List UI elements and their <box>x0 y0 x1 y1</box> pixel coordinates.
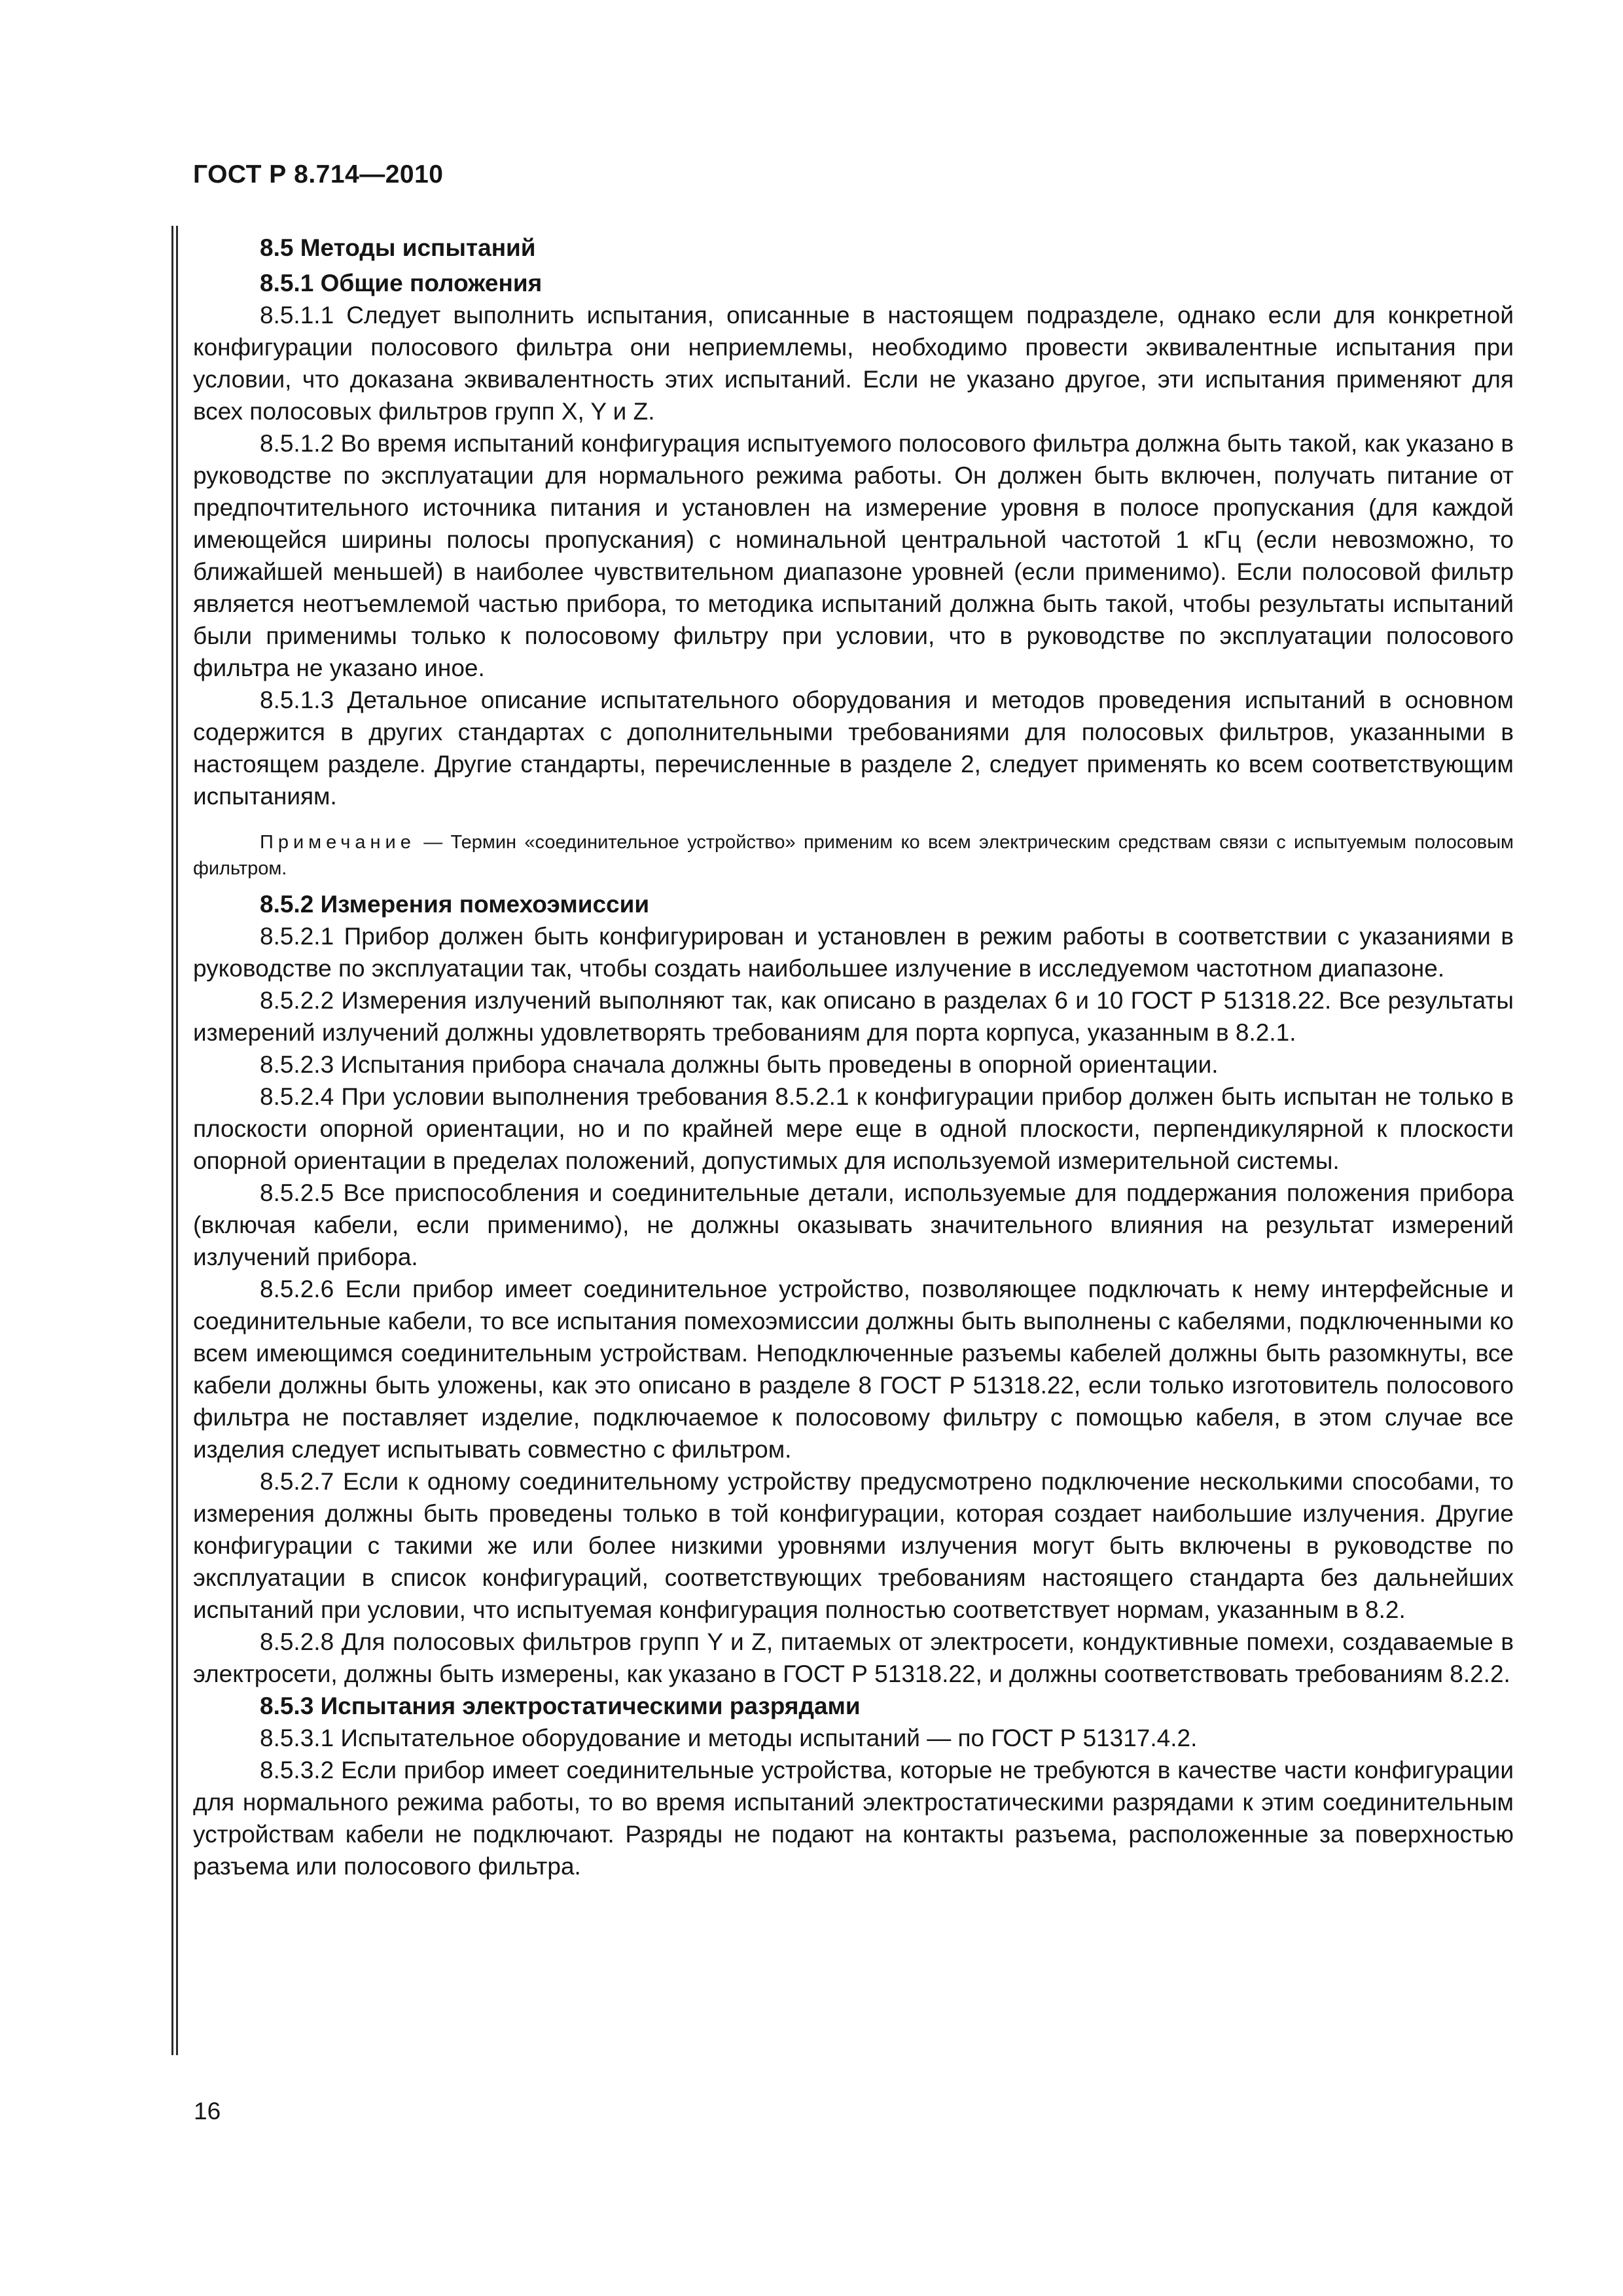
subsection-heading: 8.5.2 Измерения помехоэмиссии <box>260 891 650 918</box>
paragraph: 8.5.2.1 Прибор должен быть конфигурирован и установлен в режим работы в соответствии с указаниями в руководстве по эксплуатации так, чтобы создать наибольшее излучение в исследуемом частотном диапазоне. <box>193 923 1514 982</box>
page-number: 16 <box>194 2098 221 2125</box>
paragraph: 8.5.3.1 Испытательное оборудование и методы испытаний — по ГОСТ Р 51317.4.2. <box>260 1725 1198 1751</box>
document-body <box>193 230 1514 1882</box>
paragraph: 8.5.2.8 Для полосовых фильтров групп Y и Z, питаемых от электросети, кондуктивные помехи, создаваемые в электросети, должны быть измерены, как указано в ГОСТ Р 51318.22, и должны соответствовать требованиям 8.2.2. <box>193 1628 1514 1687</box>
paragraph: 8.5.2.2 Измерения излучений выполняют так, как описано в разделах 6 и 10 ГОСТ Р 51318.22. Все результаты измерений излучений должны удовлетворять требованиям для порта корпуса, указанным в 8.2.1. <box>193 987 1514 1046</box>
note-label: Примечание <box>260 832 416 853</box>
paragraph: 8.5.1.3 Детальное описание испытательного оборудования и методов проведения испытаний в основном содержится в других стандартах с дополнительными требованиями для полосовых фильтров, указанными в настоящем разделе. Другие стандарты, перечисленные в разделе 2, следует применять ко всем соответствующим испытаниям. <box>193 687 1514 810</box>
note <box>193 829 1514 882</box>
paragraph: 8.5.2.4 При условии выполнения требования 8.5.2.1 к конфигурации прибор должен быть испытан не только в плоскости опорной ориентации, но и по крайней мере еще в одной плоскости, перпендикулярной к плоскости опорной ориентации в пределах положений, допустимых для используемой измерительной системы. <box>193 1083 1514 1174</box>
subsection-heading: 8.5.1 Общие положения <box>260 270 543 296</box>
paragraph: 8.5.1.1 Следует выполнить испытания, описанные в настоящем подразделе, однако если для конкретной конфигурации полосового фильтра они неприемлемы, необходимо провести эквивалентные испытания при условии, что доказана эквивалентность этих испытаний. Если не указано другое, эти испытания применяют для всех полосовых фильтров групп X, Y и Z. <box>193 302 1514 425</box>
paragraph: 8.5.2.6 Если прибор имеет соединительное устройство, позволяющее подключать к нему интерфейсные и соединительные кабели, то все испытания помехоэмиссии должны быть выполнены с кабелями, подключенными ко всем имеющимся соединительным устройствам. Неподключенные разъемы кабелей должны быть разомкнуты, все кабели должны быть уложены, как это описано в разделе 8 ГОСТ Р 51318.22, если только изготовитель полосового фильтра не поставляет изделие, подключаемое к полосовому фильтру с помощью кабеля, в этом случае все изделия следует испытывать совместно с фильтром. <box>193 1276 1514 1463</box>
note-text: — Термин «соединительное устройство» применим ко всем электрическим средствам связи с испытуемым полосовым фильтром. <box>193 832 1514 879</box>
paragraph: 8.5.2.5 Все приспособления и соединительные детали, используемые для поддержания положения прибора (включая кабели, если применимо), не должны оказывать значительного влияния на результат измерений излучений прибора. <box>193 1179 1514 1270</box>
subsection-heading: 8.5.3 Испытания электростатическими разрядами <box>260 1693 861 1719</box>
paragraph: 8.5.2.7 Если к одному соединительному устройству предусмотрено подключение несколькими способами, то измерения должны быть проведены только в той конфигурации, которая создает наибольшие излучения. Другие конфигурации с такими же или более низкими уровнями излучения могут быть включены в руководстве по эксплуатации в список конфигураций, соответствующих требованиям настоящего стандарта без дальнейших испытаний при условии, что испытуемая конфигурация полностью соответствует нормам, указанным в 8.2. <box>193 1468 1514 1623</box>
document-header: ГОСТ Р 8.714—2010 <box>193 160 444 188</box>
paragraph: 8.5.1.2 Во время испытаний конфигурация испытуемого полосового фильтра должна быть такой, как указано в руководстве по эксплуатации для нормального режима работы. Он должен быть включен, получать питание от предпочтительного источника питания и установлен на измерение уровня в полосе пропускания (для каждой имеющейся ширины полосы пропускания) с номинальной центральной частотой 1 кГц (если невозможно, то ближайшей меньшей) в наиболее чувствительном диапазоне уровней (если применимо). Если полосовой фильтр является неотъемлемой частью прибора, то методика испытаний должна быть такой, чтобы результаты испытаний были применимы только к полосовому фильтру при условии, что в руководстве по эксплуатации полосового фильтра не указано иное. <box>193 430 1514 681</box>
section-heading: 8.5 Методы испытаний <box>260 234 536 261</box>
paragraph: 8.5.3.2 Если прибор имеет соединительные устройства, которые не требуются в качестве части конфигурации для нормального режима работы, то во время испытаний электростатическими разрядами к этим соединительным устройствам кабели не подключают. Разряды не подают на контакты разъема, расположенные за поверхностью разъема или полосового фильтра. <box>193 1757 1514 1880</box>
paragraph: 8.5.2.3 Испытания прибора сначала должны быть проведены в опорной ориентации. <box>260 1051 1219 1078</box>
change-bar <box>171 226 178 2055</box>
